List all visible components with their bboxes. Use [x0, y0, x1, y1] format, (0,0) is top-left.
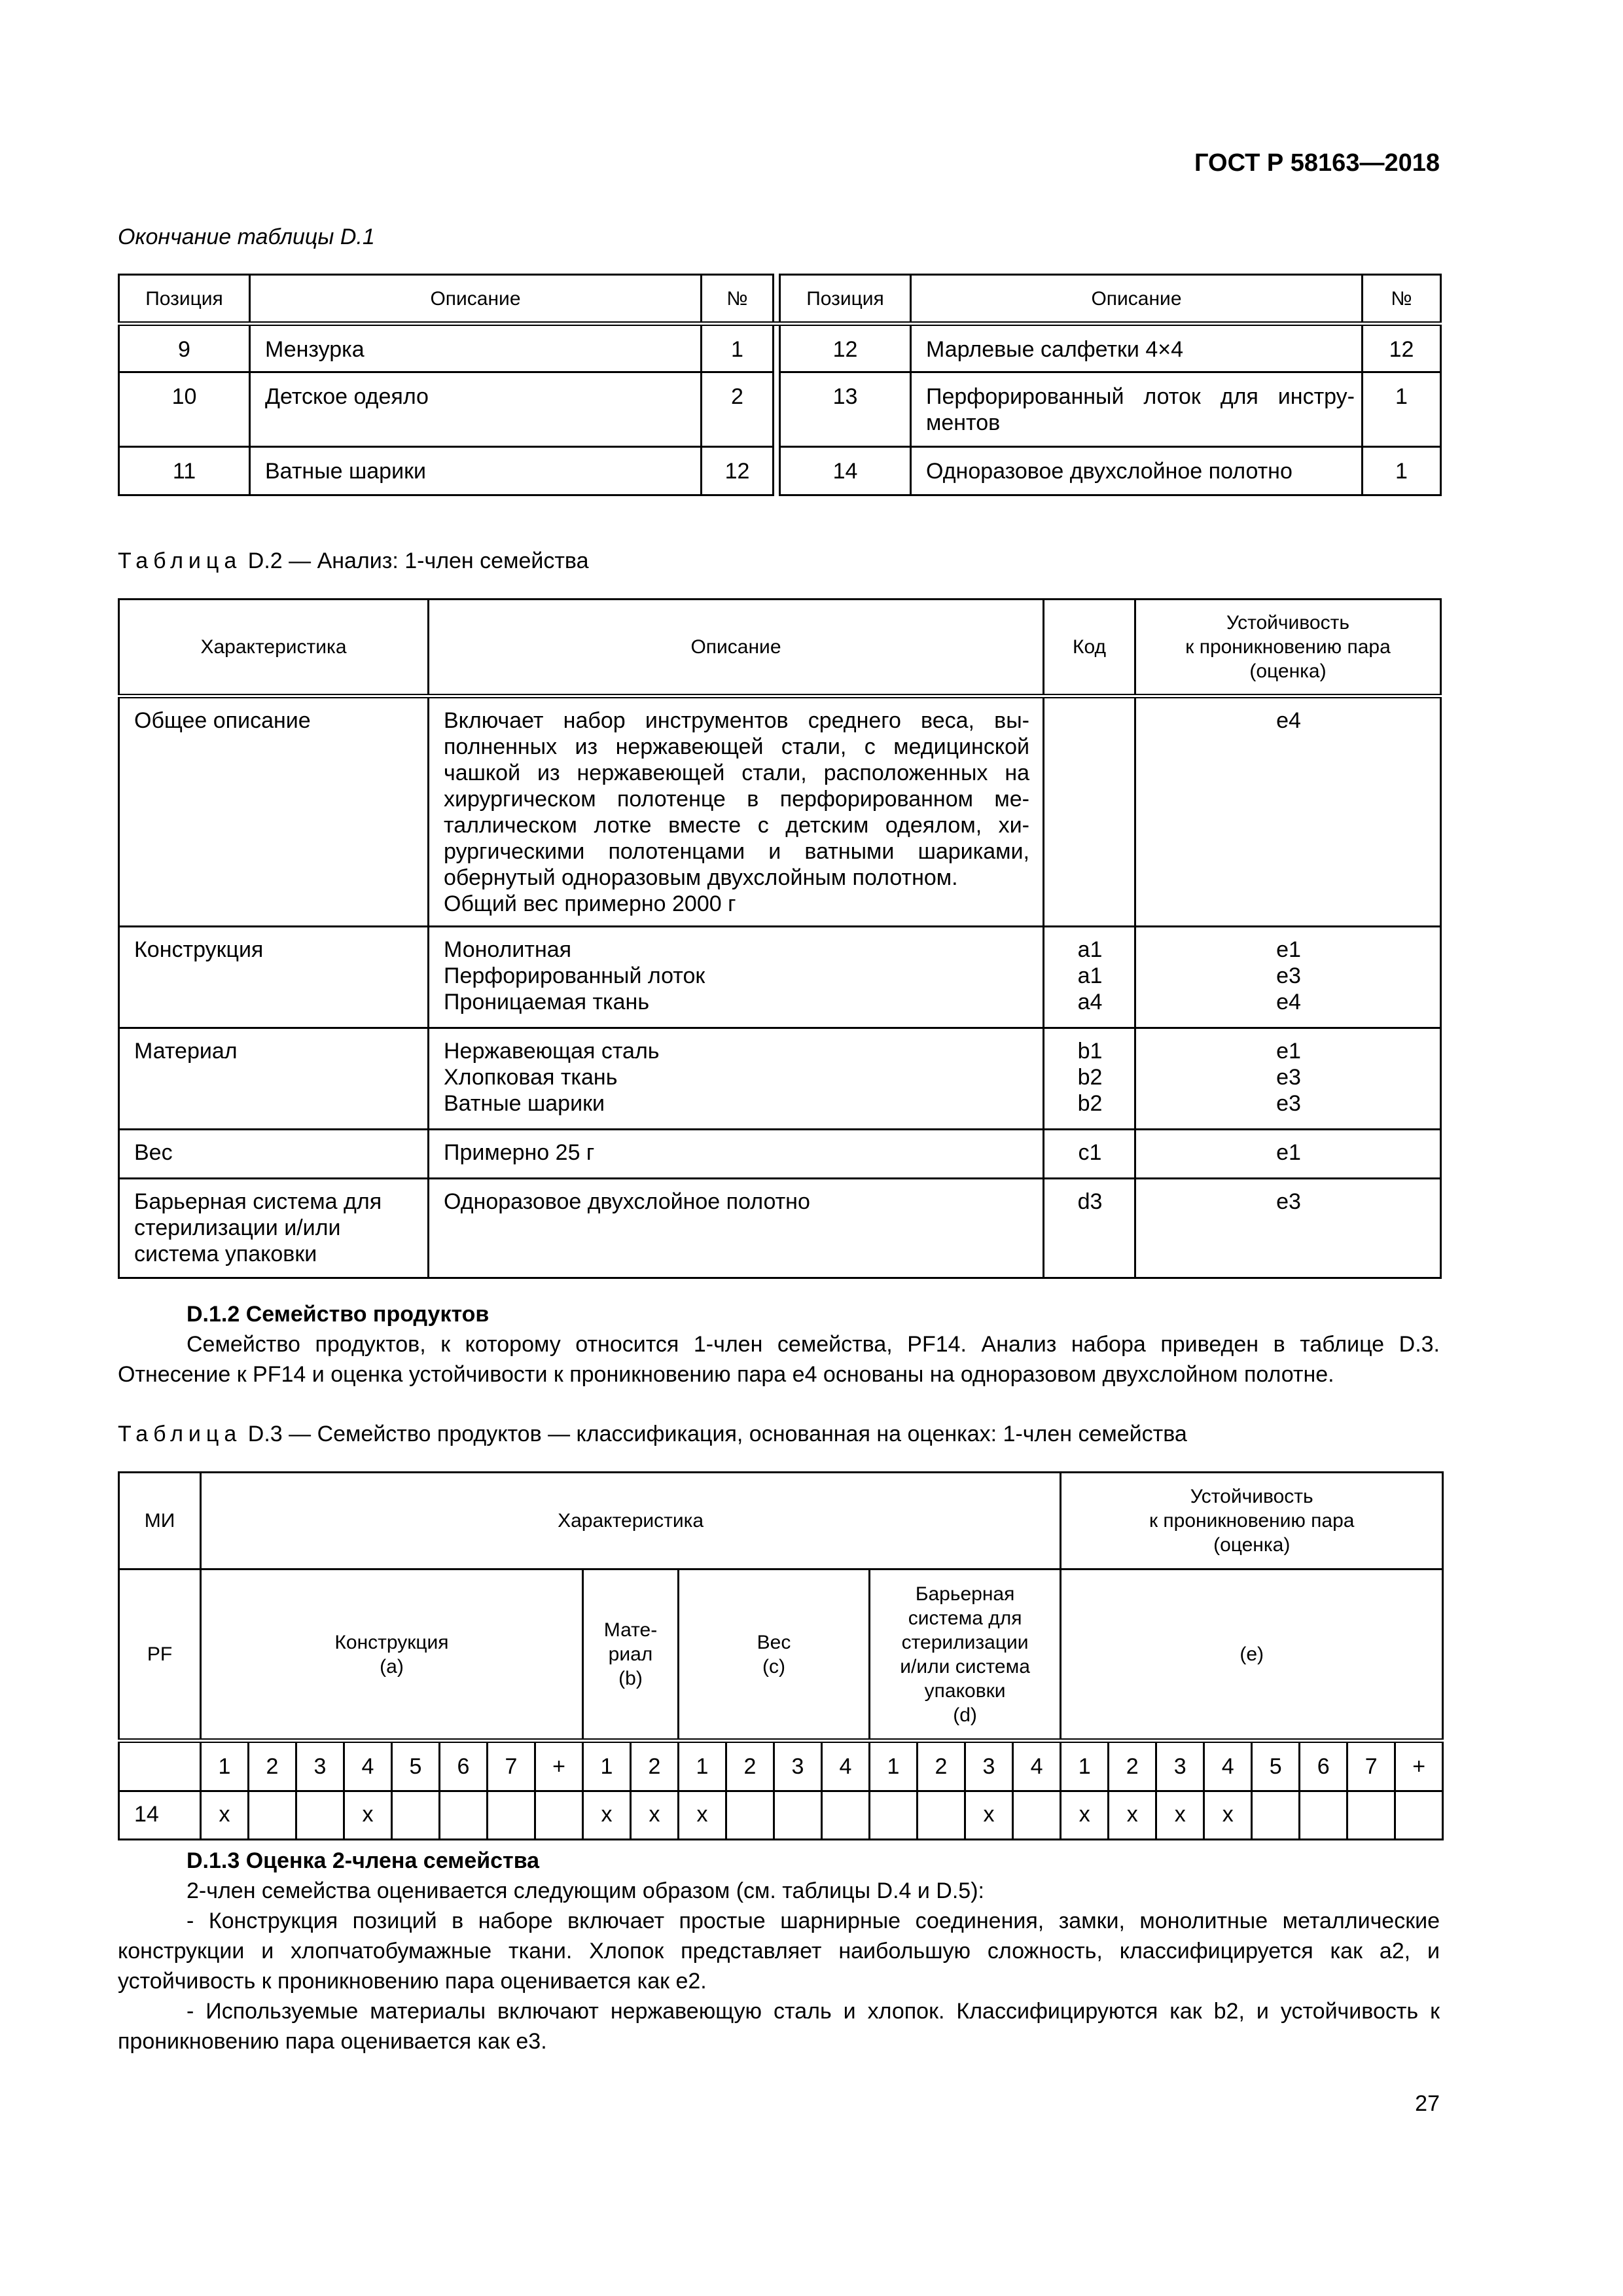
description-line: Включает набор инструментов среднего веса, вы- [444, 708, 1029, 733]
col-header-barrier [870, 1570, 1061, 1741]
mark-cell [822, 1791, 870, 1840]
header-line: стерилизации [901, 1631, 1029, 1653]
mark-cell: x [1061, 1791, 1109, 1840]
table-d3 [118, 1471, 1444, 1840]
column-number-cell: 4 [822, 1741, 870, 1791]
table-row-construction [119, 927, 1441, 1028]
page-number: 27 [1415, 2091, 1440, 2116]
mark-cell: x [1204, 1791, 1252, 1840]
rating-cell: e1 [1135, 1130, 1441, 1179]
code-cell [1044, 696, 1135, 927]
col-header-rating-group: (e) [1061, 1570, 1443, 1741]
description-cell [429, 927, 1044, 1028]
col-header-material [583, 1570, 679, 1741]
column-number-cell: 3 [296, 1741, 344, 1791]
document-standard-number: ГОСТ Р 58163—2018 [1194, 149, 1440, 177]
section-heading: D.1.3 Оценка 2-члена семейства [187, 1848, 540, 1873]
header-line: Устойчивость [1226, 612, 1349, 634]
table-row [119, 372, 1441, 447]
description-line: Хлопковая ткань [444, 1065, 618, 1090]
mark-cell: x [583, 1791, 631, 1840]
characteristic-cell: Вес [119, 1130, 429, 1179]
column-number-cell: 1 [679, 1741, 726, 1791]
characteristic-cell [119, 1179, 429, 1278]
header-line: Устойчивость [1190, 1486, 1313, 1507]
section-heading: D.1.2 Семейство продуктов [187, 1302, 490, 1327]
description-line: чашкой из нержавеющей стали, расположенных на [444, 761, 1029, 785]
mark-cell [535, 1791, 583, 1840]
position-cell: 11 [119, 447, 250, 495]
col-header-description: Описание [250, 275, 702, 324]
column-number-cell: 6 [1300, 1741, 1347, 1791]
code-cell [1044, 927, 1135, 1028]
description-line: Перфорированный лоток [444, 963, 705, 988]
column-number-cell: 2 [631, 1741, 679, 1791]
column-number-cell: + [535, 1741, 583, 1791]
count-cell: 1 [702, 324, 774, 372]
column-number-cell: 4 [1204, 1741, 1252, 1791]
characteristic-cell: Материал [119, 1028, 429, 1130]
caption-text: D.2 — Анализ: 1-член семейства [247, 548, 589, 573]
empty-cell [119, 1741, 201, 1791]
table-d2-caption [118, 548, 589, 574]
table-row-barrier [119, 1179, 1441, 1278]
mark-cell [1347, 1791, 1395, 1840]
description-line: рургическими полотенцами и ватными шариками, [444, 839, 1029, 864]
col-header-resistance [1061, 1473, 1443, 1570]
col-header-resistance [1135, 600, 1441, 696]
table-d1 [118, 274, 1442, 496]
rating-cell [1135, 1028, 1441, 1130]
mark-cell: x [344, 1791, 392, 1840]
position-cell: 14 [780, 447, 911, 495]
mark-cell [296, 1791, 344, 1840]
header-line: Вес [757, 1631, 791, 1653]
code-cell: d3 [1044, 1179, 1135, 1278]
count-cell: 12 [702, 447, 774, 495]
rating-line: e1 [1276, 937, 1301, 962]
characteristic-cell: Общее описание [119, 696, 429, 927]
table-row-weight [119, 1130, 1441, 1179]
code-line: b2 [1077, 1091, 1103, 1116]
characteristic-line: стерилизации и/или [134, 1215, 341, 1240]
mark-cell: x [965, 1791, 1013, 1840]
column-number-cell: 1 [870, 1741, 918, 1791]
rating-cell [1135, 927, 1441, 1028]
column-number-cell: 2 [726, 1741, 774, 1791]
description-cell: Детское одеяло [250, 372, 702, 447]
header-line: Мате- [603, 1619, 658, 1641]
description-line: таллическом лотке вместе с детским одеялом, хи- [444, 813, 1029, 838]
description-line: обернутый одноразовым двухслойным полотном. [444, 865, 958, 890]
description-cell [429, 1028, 1044, 1130]
description-line: Общий вес примерно 2000 г [444, 891, 736, 916]
header-line: (d) [953, 1704, 977, 1726]
header-line: к проникновению пара [1149, 1510, 1355, 1532]
code-line: a1 [1077, 937, 1103, 962]
mark-cell [870, 1791, 918, 1840]
header-line: (оценка) [1213, 1534, 1291, 1556]
count-cell: 2 [702, 372, 774, 447]
description-cell: Мензурка [250, 324, 702, 372]
code-cell [1044, 1028, 1135, 1130]
rating-cell: e3 [1135, 1179, 1441, 1278]
column-number-cell: 3 [965, 1741, 1013, 1791]
col-header-description: Описание [911, 275, 1363, 324]
column-number-cell: 1 [201, 1741, 249, 1791]
section-paragraph: - Используемые материалы включают нержавеющую сталь и хлопок. Классифицируются как b2, и устойчивость к проникновению пара оценивается как е3. [118, 1999, 1440, 2054]
rating-line: e3 [1276, 1065, 1301, 1090]
caption-prefix: Таблица [118, 1422, 242, 1446]
col-header-pf: PF [119, 1570, 201, 1741]
mark-cell [488, 1791, 535, 1840]
column-number-cell: 4 [1013, 1741, 1061, 1791]
description-cell: Марлевые салфетки 4×4 [911, 324, 1363, 372]
description-line: полненных из нержавеющей стали, с медицинской [444, 734, 1029, 759]
characteristic-line: Барьерная система для [134, 1189, 382, 1214]
column-number-cell: 3 [1156, 1741, 1204, 1791]
column-number-cell: + [1395, 1741, 1443, 1791]
mark-cell [1395, 1791, 1443, 1840]
mark-cell [440, 1791, 488, 1840]
table-d1-header-row [119, 275, 1441, 324]
header-line: Барьерная [915, 1583, 1015, 1605]
code-line: b1 [1077, 1039, 1103, 1064]
section-paragraph: Семейство продуктов, к которому относится 1-член семейства, PF14. Анализ набора приведен в таблице D.3. Отнесение к PF14 и оценка устойчивости к проникновению пара е4 основаны на одноразовом двухслойном полотне. [118, 1332, 1440, 1387]
col-header-construction [201, 1570, 583, 1741]
column-number-cell: 5 [1252, 1741, 1300, 1791]
header-line: к проникновению пара [1185, 636, 1391, 658]
caption-prefix: Таблица [118, 548, 242, 573]
column-number-cell: 2 [918, 1741, 965, 1791]
header-line: упаковки [924, 1679, 1006, 1702]
col-header-code: Код [1044, 600, 1135, 696]
mark-cell [392, 1791, 440, 1840]
header-line: (c) [762, 1655, 785, 1677]
count-cell: 12 [1363, 324, 1441, 372]
col-header-characteristic: Характеристика [201, 1473, 1061, 1570]
column-number-cell: 5 [392, 1741, 440, 1791]
description-cell: Одноразовое двухслойное полотно [911, 447, 1363, 495]
mark-cell [1300, 1791, 1347, 1840]
column-number-cell: 6 [440, 1741, 488, 1791]
rating-line: e3 [1276, 1091, 1301, 1116]
header-line: риал [608, 1643, 653, 1665]
description-cell: Одноразовое двухслойное полотно [429, 1179, 1044, 1278]
col-header-number: № [702, 275, 774, 324]
mark-cell: x [1156, 1791, 1204, 1840]
characteristic-line: система упаковки [134, 1242, 317, 1266]
table-d3-header-row-2 [119, 1570, 1443, 1741]
header-line: система для [908, 1607, 1022, 1629]
rating-line: e1 [1276, 1039, 1301, 1064]
code-line: a4 [1077, 990, 1103, 1014]
mark-cell [249, 1791, 296, 1840]
position-cell: 10 [119, 372, 250, 447]
table-row [119, 324, 1441, 372]
col-header-position: Позиция [780, 275, 911, 324]
characteristic-cell: Конструкция [119, 927, 429, 1028]
rating-line: e4 [1276, 990, 1301, 1014]
caption-text: D.3 — Семейство продуктов — классификация, основанная на оценках: 1-член семейства [247, 1422, 1187, 1446]
mark-cell: x [1109, 1791, 1156, 1840]
section-paragraph: - Конструкция позиций в наборе включает простые шарнирные соединения, замки, монолитные металлические конструкции и хлопчатобумажные ткани. Хлопок представляет наибольшую сложность, классифицируется как а2, и устойчивость к проникновению пара оценивается как е2. [118, 1909, 1440, 1994]
table-d3-number-row [119, 1741, 1443, 1791]
column-number-cell: 2 [249, 1741, 296, 1791]
table-row-material [119, 1028, 1441, 1130]
column-number-cell: 1 [583, 1741, 631, 1791]
table-d2 [118, 598, 1442, 1279]
mark-cell [918, 1791, 965, 1840]
position-cell: 13 [780, 372, 911, 447]
header-line: Конструкция [334, 1631, 449, 1653]
table-row [119, 447, 1441, 495]
column-number-cell: 3 [774, 1741, 822, 1791]
col-header-weight [679, 1570, 870, 1741]
table-row-general [119, 696, 1441, 927]
header-line: (оценка) [1249, 660, 1327, 682]
mark-cell [1252, 1791, 1300, 1840]
description-line: ментов [926, 410, 1001, 435]
mark-cell: x [679, 1791, 726, 1840]
table-d2-header-row [119, 600, 1441, 696]
column-number-cell: 7 [488, 1741, 535, 1791]
position-cell: 9 [119, 324, 250, 372]
code-line: b2 [1077, 1065, 1103, 1090]
description-cell: Примерно 25 г [429, 1130, 1044, 1179]
section-paragraph: 2-член семейства оценивается следующим образом (см. таблицы D.4 и D.5): [187, 1878, 984, 1903]
col-header-description: Описание [429, 600, 1044, 696]
mark-cell [1013, 1791, 1061, 1840]
description-line: Перфорированный лоток для инстру- [926, 384, 1355, 409]
code-line: a1 [1077, 963, 1103, 988]
description-line: Монолитная [444, 937, 572, 962]
column-number-cell: 2 [1109, 1741, 1156, 1791]
column-number-cell: 7 [1347, 1741, 1395, 1791]
table-d3-caption [118, 1422, 1187, 1447]
mark-cell: x [201, 1791, 249, 1840]
mark-cell [774, 1791, 822, 1840]
rating-line: e3 [1276, 963, 1301, 988]
description-line: хирургическом полотенце в перфорированном ме- [444, 787, 1029, 812]
mark-cell [726, 1791, 774, 1840]
description-line: Нержавеющая сталь [444, 1039, 660, 1064]
column-number-cell: 4 [344, 1741, 392, 1791]
count-cell: 1 [1363, 372, 1441, 447]
position-cell: 12 [780, 324, 911, 372]
section-d13 [118, 1846, 1440, 2056]
description-cell: Ватные шарики [250, 447, 702, 495]
description-line: Проницаемая ткань [444, 990, 650, 1014]
table-d1-caption: Окончание таблицы D.1 [118, 224, 375, 249]
count-cell: 1 [1363, 447, 1441, 495]
column-number-cell: 1 [1061, 1741, 1109, 1791]
col-header-mi: МИ [119, 1473, 201, 1570]
description-cell [911, 372, 1363, 447]
col-header-characteristic: Характеристика [119, 600, 429, 696]
header-line: и/или система [900, 1655, 1030, 1677]
mark-cell: x [631, 1791, 679, 1840]
header-line: (a) [380, 1655, 404, 1677]
col-header-position: Позиция [119, 275, 250, 324]
table-row [119, 1791, 1443, 1840]
header-line: (b) [618, 1668, 643, 1689]
section-d12 [118, 1299, 1440, 1390]
rating-cell: e4 [1135, 696, 1441, 927]
description-cell [429, 696, 1044, 927]
pf-cell: 14 [119, 1791, 201, 1840]
description-line: Ватные шарики [444, 1091, 605, 1116]
code-cell: c1 [1044, 1130, 1135, 1179]
table-d3-header-row-1 [119, 1473, 1443, 1570]
col-header-number: № [1363, 275, 1441, 324]
